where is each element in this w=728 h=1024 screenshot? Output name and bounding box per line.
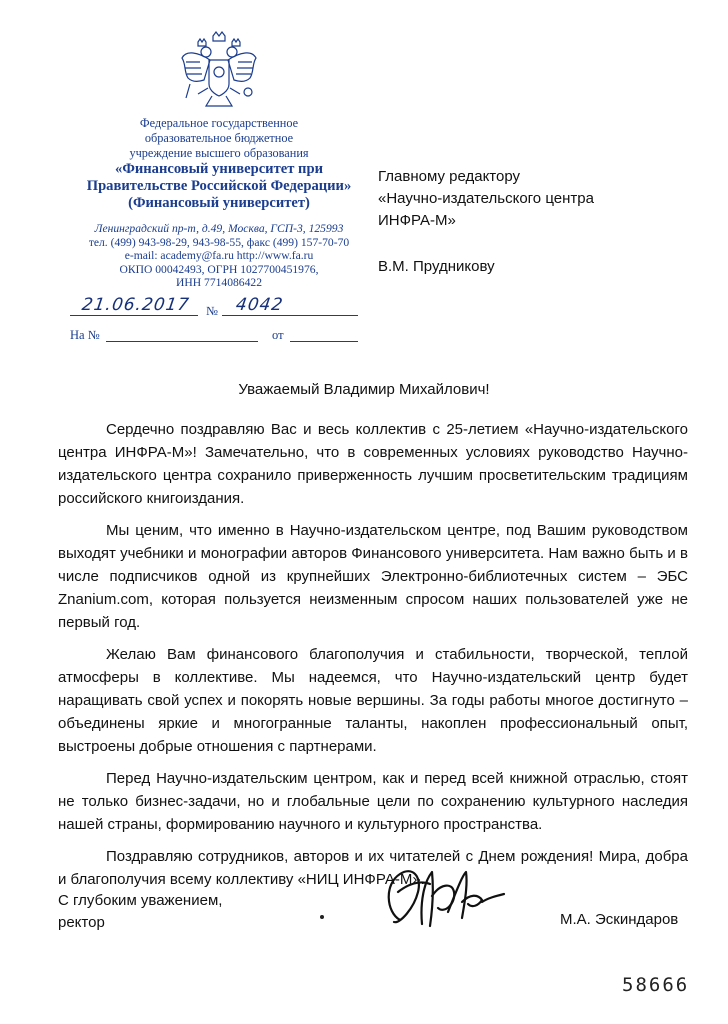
address-line: Ленинградский пр-т, д.49, Москва, ГСП-3, 125993 xyxy=(94,222,344,235)
org-address xyxy=(58,222,380,290)
letter-body xyxy=(58,418,688,900)
russian-coat-of-arms-icon xyxy=(178,30,260,116)
salutation: Уважаемый Владимир Михайлович! xyxy=(238,381,490,398)
closing-line: С глубоким уважением, xyxy=(58,892,223,909)
number-label: № xyxy=(206,304,218,318)
reference-date-underline xyxy=(290,324,358,342)
okpo-line: ОКПО 00042493, ОГРН 1027700451976, xyxy=(119,262,319,276)
paragraph: Мы ценим, что именно в Научно-издательском центре, под Вашим руководством выходят учебники и монографии авторов Финансового университета. Нам важно быть и в числе подписчиков одной из крупнейших Электронно-библиотечных систем – ЭБС Znanium.com, которая пользуется неизменным спросом наших пользователей уже не первый год. xyxy=(58,522,688,631)
email-line: e-mail: academy@fa.ru http://www.fa.ru xyxy=(124,249,314,262)
signer-title: ректор xyxy=(58,914,105,931)
org-name-line: Правительстве Российской Федерации» xyxy=(86,178,352,194)
ink-dot xyxy=(320,915,324,919)
closing-block xyxy=(58,890,222,934)
outgoing-number: 4042 xyxy=(234,295,285,315)
recipient-line: Главному редактору xyxy=(378,168,521,185)
org-line: учреждение высшего образования xyxy=(129,146,309,160)
reference-number-label: На № xyxy=(70,328,100,342)
recipient-name: В.М. Прудникову xyxy=(378,258,495,275)
reference-date-label: от xyxy=(272,328,284,342)
recipient-line: «Научно-издательского центра xyxy=(378,190,594,207)
outgoing-date: 21.06.2017 xyxy=(80,295,191,315)
handwritten-signature xyxy=(378,862,508,934)
org-line: Федеральное государственное xyxy=(139,116,299,130)
org-name-line: «Финансовый университет при xyxy=(115,161,323,177)
org-name-line: (Финансовый университет) xyxy=(128,195,310,211)
phone-line: тел. (499) 943-98-29, 943-98-55, факс (499) 157-70-70 xyxy=(88,235,350,249)
paragraph: Сердечно поздравляю Вас и весь коллектив с 25-летием «Научно-издательского центра ИНФРА-М»! Замечательно, что в современных условиях руководство Научно-издательского центра сохранило приверженность лучшим просветительским традициям российского книгоиздания. xyxy=(58,421,688,507)
inn-line: ИНН 7714086422 xyxy=(176,276,262,289)
paragraph: Перед Научно-издательским центром, как и перед всей книжной отраслью, стоят не только бизнес-задачи, но и глобальные цели по сохранению культурного наследия нашей страны, формированию научного и культурного пространства. xyxy=(58,770,688,833)
paragraph: Поздравляю сотрудников, авторов и их читателей с Днем рождения! Мира, добра и благополучия всему коллективу «НИЦ ИНФРА-М». xyxy=(58,848,688,888)
signer-name: М.А. Эскиндаров xyxy=(560,911,679,928)
reference-number-underline xyxy=(106,324,258,342)
paragraph: Желаю Вам финансового благополучия и стабильности, творческой, теплой атмосферы в коллективе. Мы надеемся, что Научно-издательский центр будет наращивать свой успех и покорять новые вершины. За годы работы многое достигнуто – объединены яркие и многогранные таланты, накоплен профессиональный опыт, выстроены добрые отношения с партнерами. xyxy=(58,646,688,755)
recipient-block xyxy=(378,166,708,278)
org-line: образовательное бюджетное xyxy=(144,131,294,145)
recipient-line: ИНФРА-М» xyxy=(378,212,456,229)
incoming-registration-number: 58666 xyxy=(622,974,690,996)
organization-block xyxy=(58,116,380,290)
